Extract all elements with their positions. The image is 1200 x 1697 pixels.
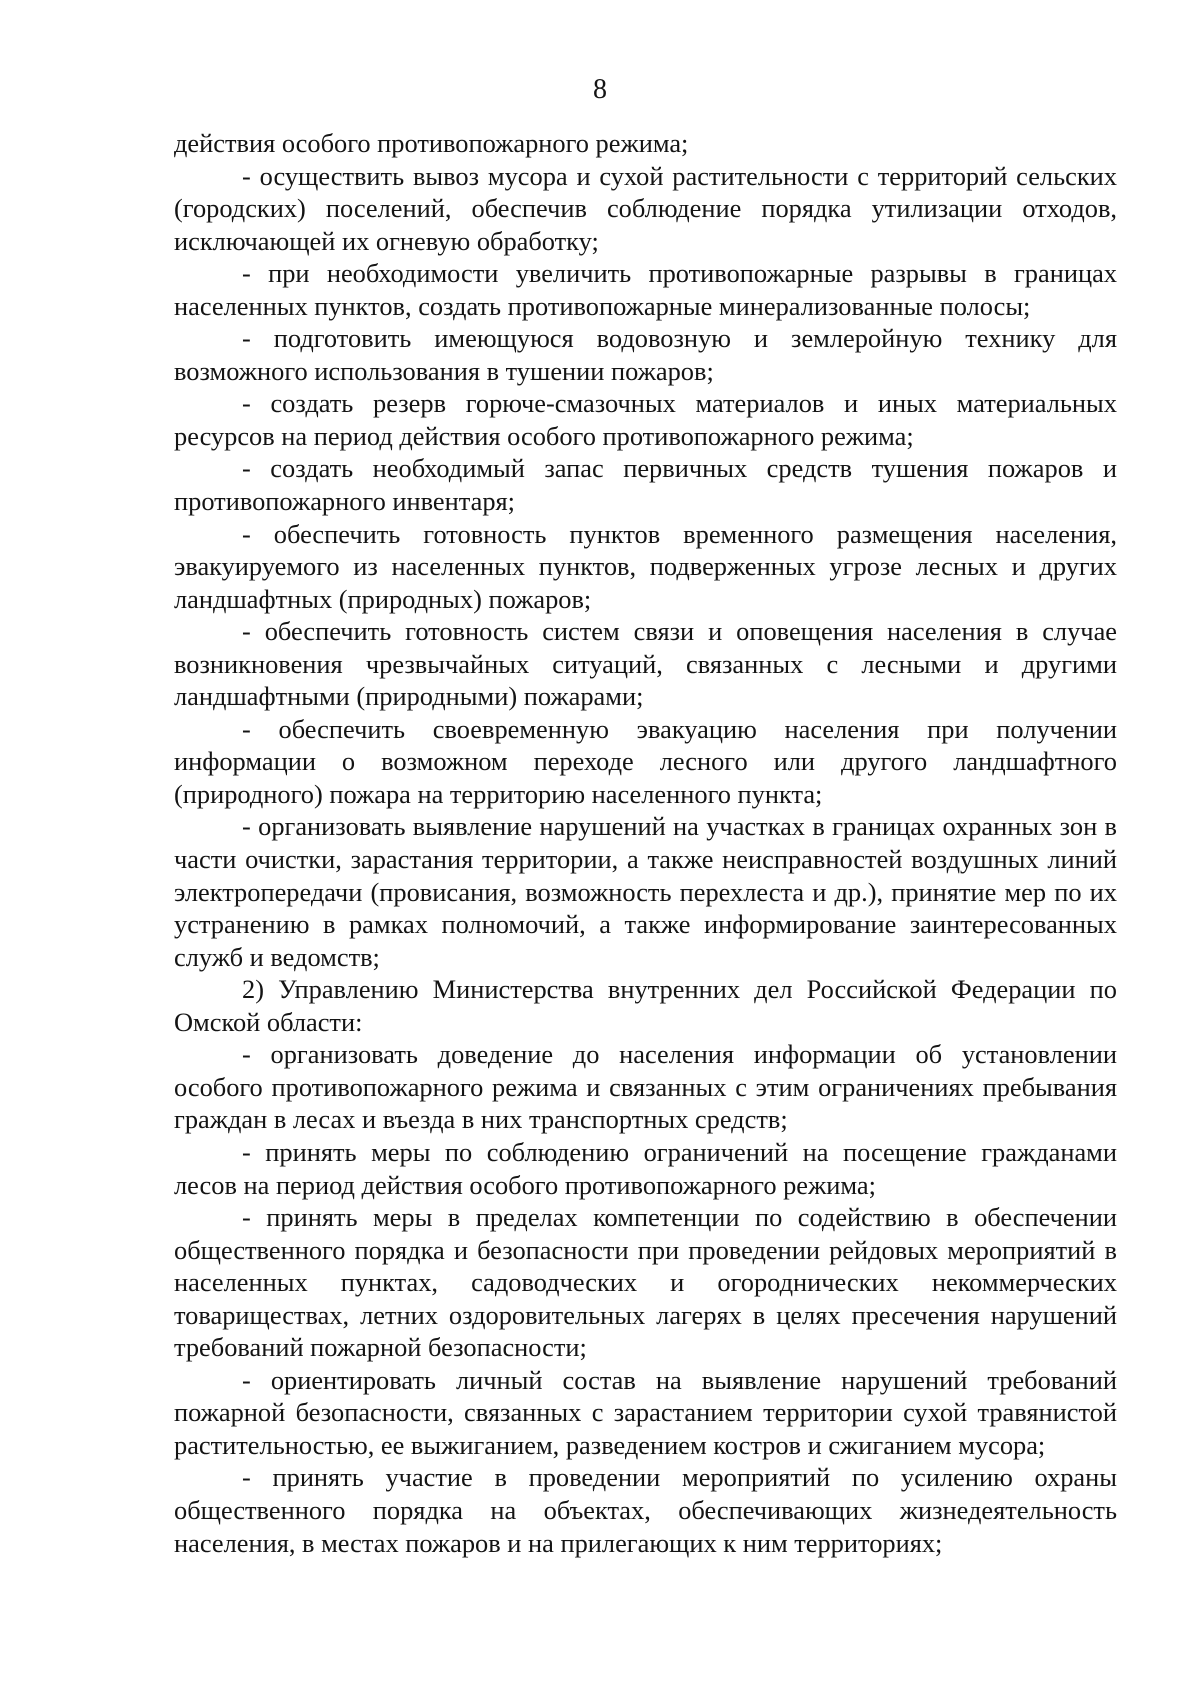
paragraph-item: - осуществить вывоз мусора и сухой растительности с территорий сельских (городских) поселений, обеспечив соблюдение порядка утилизации отходов, исключающей их огневую обработку; (174, 160, 1117, 256)
paragraph-continuation: действия особого противопожарного режима; (174, 128, 689, 158)
paragraph-item: - принять меры в пределах компетенции по содействию в обеспечении общественного порядка и безопасности при проведении рейдовых мероприятий в населенных пунктах, садоводческих и огороднических некоммерческих товариществах, летних оздоровительных лагерях в целях пресечения нарушений требований пожарной безопасности; (174, 1202, 1117, 1363)
paragraph-item: - подготовить имеющуюся водовозную и землеройную технику для возможного использования в тушении пожаров; (174, 323, 1117, 386)
paragraph-item: - обеспечить готовность пунктов временного размещения населения, эвакуируемого из населенных пунктов, подверженных угрозе лесных и других ландшафтных (природных) пожаров; (174, 518, 1117, 614)
paragraph-item: - ориентировать личный состав на выявление нарушений требований пожарной безопасности, связанных с зарастанием территории сухой травянистой растительностью, ее выжиганием, разведением костров и сжиганием мусора; (174, 1364, 1117, 1460)
paragraph-item: - организовать доведение до населения информации об установлении особого противопожарного режима и связанных с этим ограничениях пребывания граждан в лесах и въезда в них транспортных средств; (174, 1039, 1117, 1135)
paragraph-item: - принять участие в проведении мероприятий по усилению охраны общественного порядка на объектах, обеспечивающих жизнедеятельность населения, в местах пожаров и на прилегающих к ним территориях; (174, 1462, 1117, 1558)
paragraph-item: - обеспечить готовность систем связи и оповещения населения в случае возникновения чрезвычайных ситуаций, связанных с лесными и другими ландшафтными (природными) пожарами; (174, 616, 1117, 712)
paragraph-item: - обеспечить своевременную эвакуацию населения при получении информации о возможном переходе лесного или другого ландшафтного (природного) пожара на территорию населенного пункта; (174, 713, 1117, 809)
paragraph-item: - при необходимости увеличить противопожарные разрывы в границах населенных пунктов, создать противопожарные минерализованные полосы; (174, 258, 1117, 321)
paragraph-item: - создать резерв горюче-смазочных материалов и иных материальных ресурсов на период действия особого противопожарного режима; (174, 388, 1117, 451)
paragraph-item: - организовать выявление нарушений на участках в границах охранных зон в части очистки, зарастания территории, а также неисправностей воздушных линий электропередачи (провисания, возможность перехлеста и др.), принятие мер по их устранению в рамках полномочий, а также информирование заинтересованных служб и ведомств; (174, 811, 1117, 972)
page-number: 8 (593, 74, 607, 105)
paragraph-item: - создать необходимый запас первичных средств тушения пожаров и противопожарного инвентаря; (174, 453, 1117, 517)
paragraph-item: - принять меры по соблюдению ограничений на посещение гражданами лесов на период действия особого противопожарного режима; (174, 1136, 1117, 1200)
document-body (174, 127, 1117, 1559)
section-heading: 2) Управлению Министерства внутренних дел Российской Федерации по Омской области: (174, 974, 1117, 1037)
